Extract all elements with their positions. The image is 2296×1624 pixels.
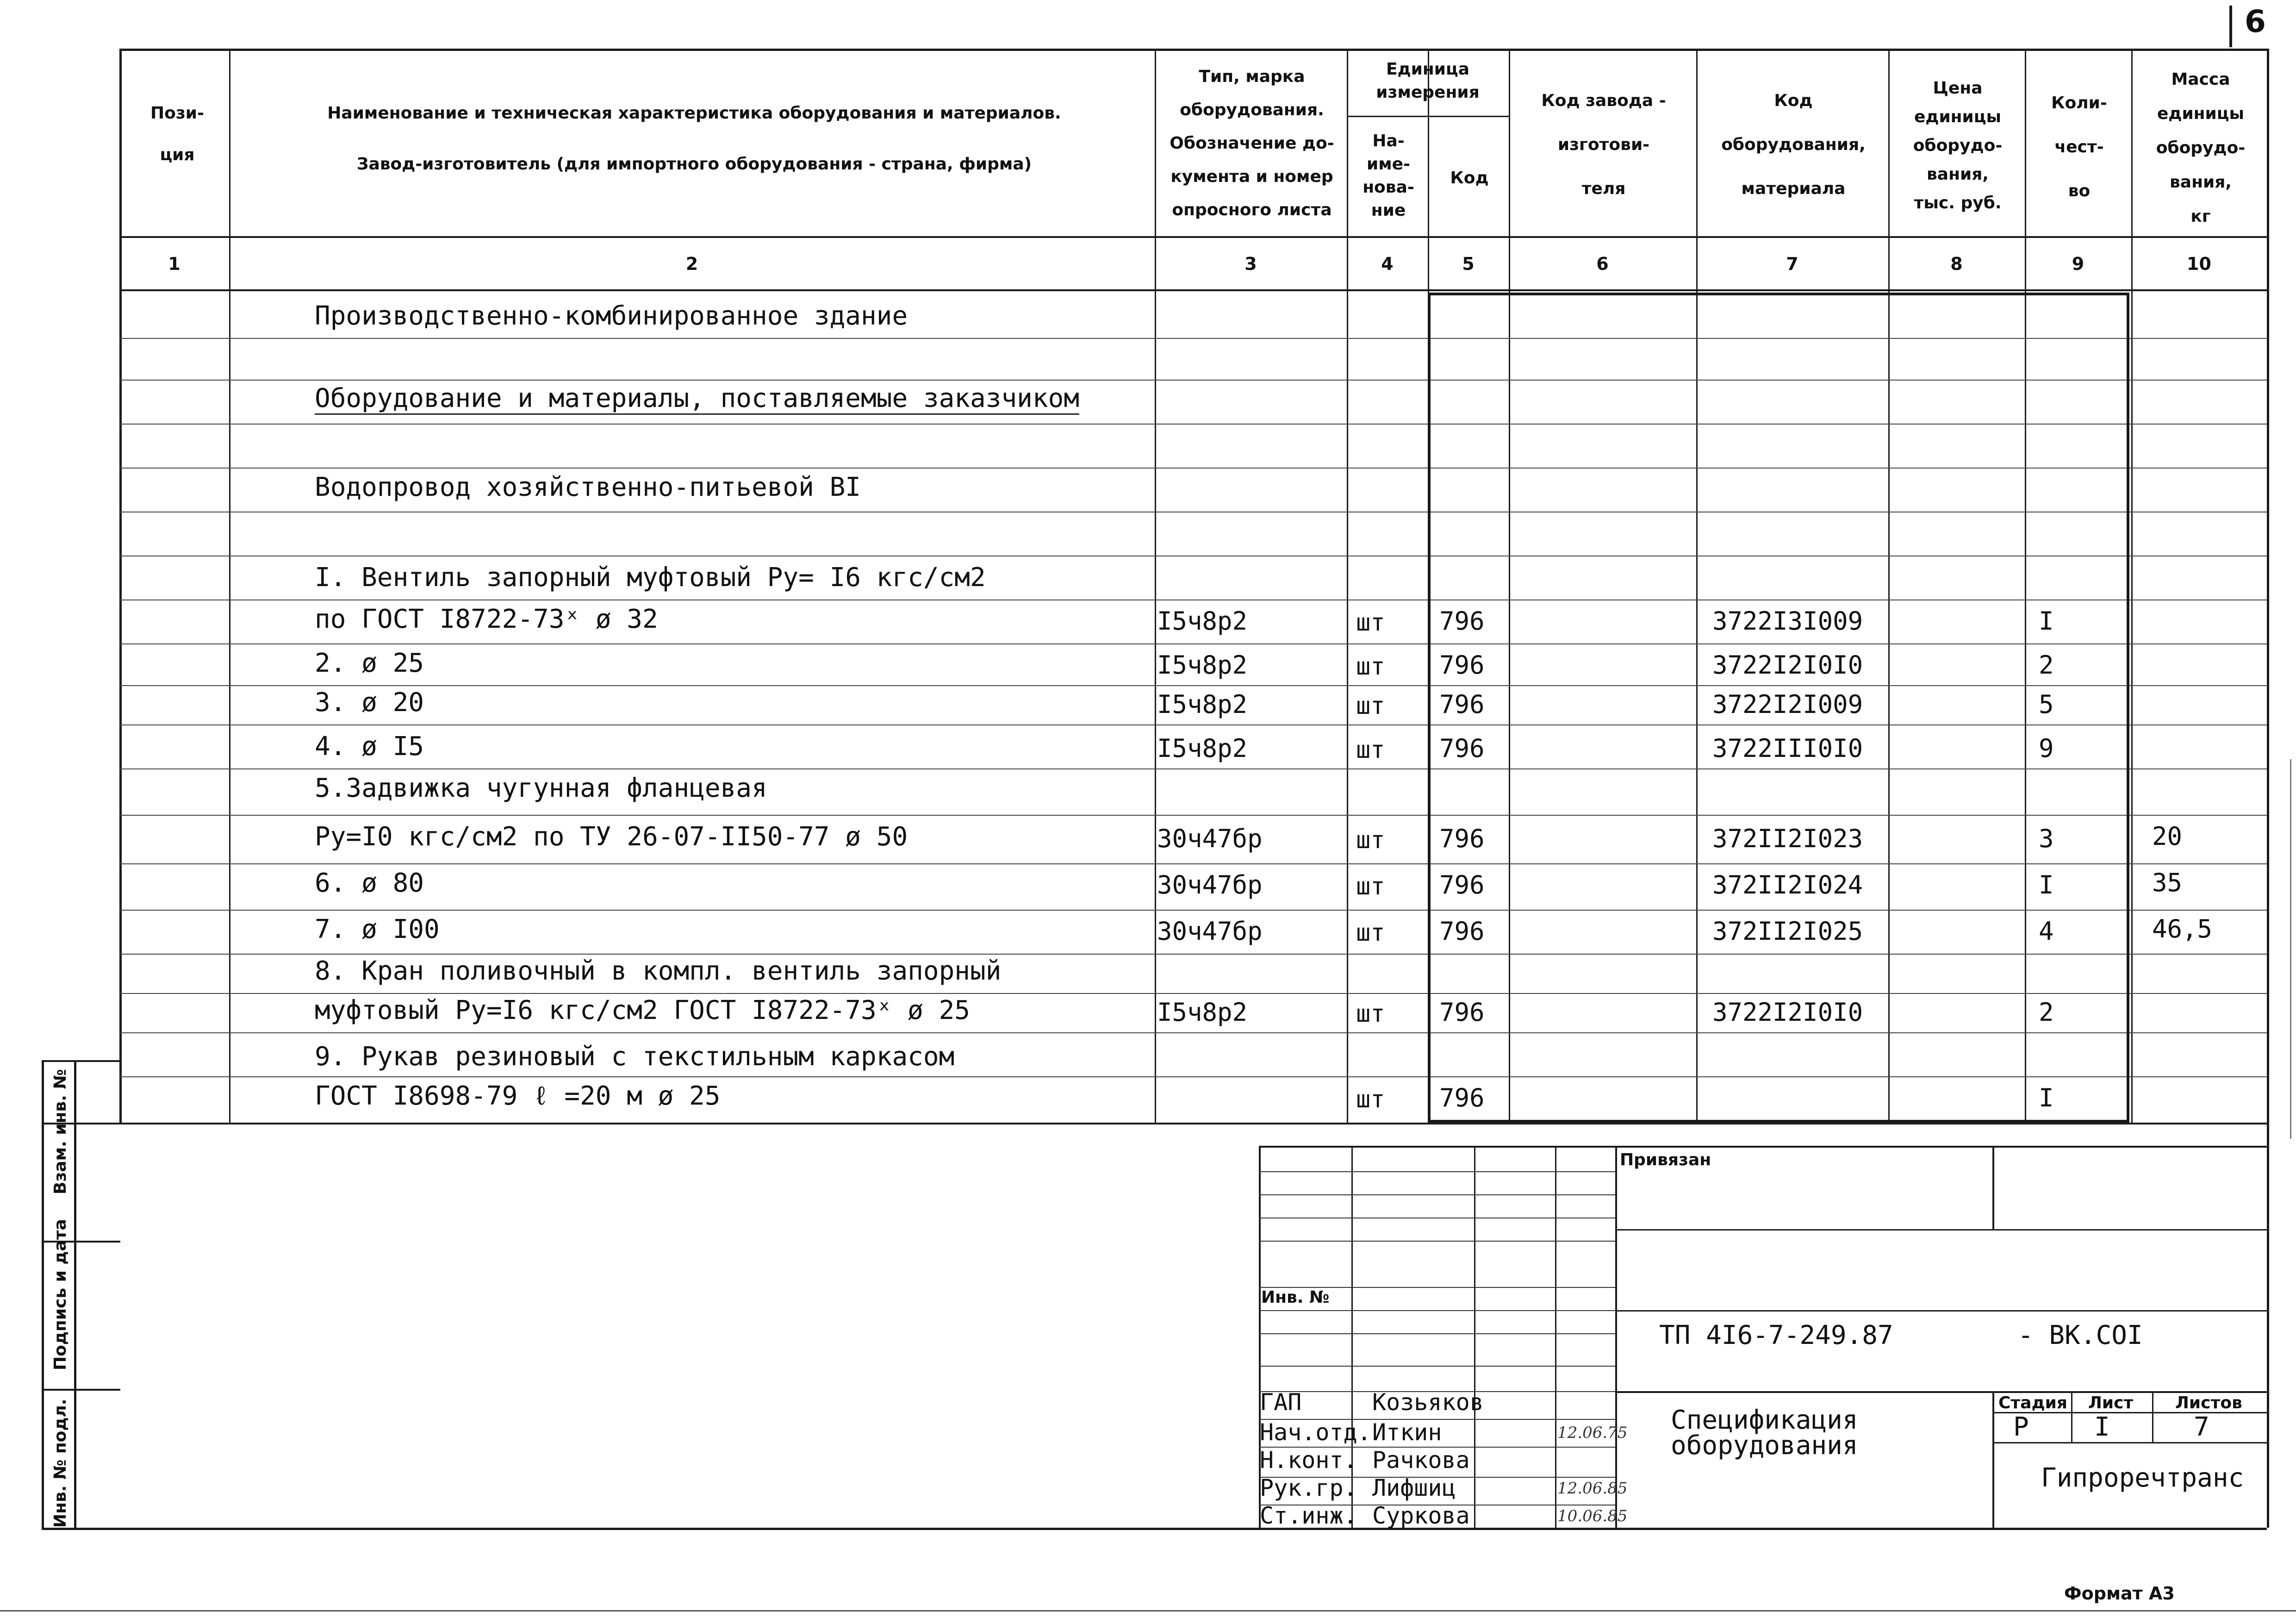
row-name: 4. ø I5 bbox=[315, 731, 424, 762]
row-name: по ГОСТ I8722-73ˣ ø 32 bbox=[315, 604, 658, 634]
row-unit: шт bbox=[1356, 692, 1385, 720]
row-equipment-code: 3722I3I009 bbox=[1712, 606, 1863, 636]
row-equipment-code: 372II2I024 bbox=[1712, 870, 1863, 899]
row-unit-code: 796 bbox=[1439, 998, 1485, 1027]
row-unit: шт bbox=[1356, 1000, 1385, 1028]
header-unit-name: На- име- нова- ние bbox=[1363, 131, 1414, 220]
row-quantity: 5 bbox=[2039, 690, 2054, 719]
row-name: ГОСТ I8698-79 ℓ =20 м ø 25 bbox=[315, 1081, 721, 1111]
row-unit-code: 796 bbox=[1439, 1083, 1485, 1112]
tb-code-bottom bbox=[1615, 1391, 2267, 1393]
row-type: I5ч8р2 bbox=[1157, 650, 1248, 680]
row-rule bbox=[119, 338, 2267, 339]
tb-row-rule bbox=[1259, 1310, 1615, 1311]
column-number: 9 bbox=[2072, 254, 2084, 274]
row-unit-code: 796 bbox=[1439, 650, 1485, 680]
signer-date: 10.06.85 bbox=[1557, 1507, 1628, 1525]
row-quantity: 4 bbox=[2039, 917, 2054, 946]
table-top-border bbox=[119, 49, 2267, 51]
row-type: I5ч8р2 bbox=[1157, 606, 1248, 636]
row-rule bbox=[119, 910, 2267, 911]
row-rule bbox=[119, 768, 2267, 769]
row-rule bbox=[119, 380, 2267, 381]
row-quantity: 9 bbox=[2039, 734, 2054, 763]
signer-role: ГАП bbox=[1260, 1389, 1302, 1416]
row-quantity: 2 bbox=[2039, 650, 2054, 680]
row-unit-code: 796 bbox=[1439, 917, 1485, 946]
tb-col-rule bbox=[1474, 1146, 1475, 1528]
column-number: 10 bbox=[2187, 254, 2211, 274]
unit-group-rule bbox=[1347, 116, 1509, 117]
table-left-border bbox=[119, 49, 122, 1123]
row-name: 3. ø 20 bbox=[315, 687, 424, 718]
side-sign-date: Подпись и дата bbox=[51, 1219, 70, 1370]
column-number: 5 bbox=[1462, 254, 1475, 274]
tb-main-left bbox=[1615, 1146, 1617, 1528]
signer-date: 12.06.85 bbox=[1557, 1479, 1628, 1498]
column-rule bbox=[1155, 49, 1156, 1123]
row-quantity: I bbox=[2039, 606, 2054, 636]
format-label: Формат А3 bbox=[2064, 1583, 2175, 1604]
row-type: I5ч8р2 bbox=[1157, 998, 1248, 1027]
column-number: 1 bbox=[168, 254, 180, 274]
side-stamp-top bbox=[42, 1060, 120, 1062]
inv-no-label: Инв. № bbox=[1261, 1288, 1330, 1307]
row-quantity: I bbox=[2039, 1083, 2054, 1112]
signer-role: Н.конт. bbox=[1260, 1447, 1357, 1474]
row-type: 30ч47бр bbox=[1157, 824, 1263, 853]
row-equipment-code: 3722I2I0I0 bbox=[1712, 998, 1863, 1027]
header-unit-group: Единица измерения bbox=[1376, 60, 1480, 102]
row-type: 30ч47бр bbox=[1157, 917, 1263, 946]
document-suffix: - ВК.COI bbox=[2018, 1320, 2143, 1350]
side-stamp-outer bbox=[42, 1060, 44, 1528]
row-name: Ру=I0 кгс/см2 по ТУ 26-07-II50-77 ø 50 bbox=[315, 822, 908, 852]
heavy-frame-right bbox=[2127, 293, 2129, 1123]
row-rule bbox=[119, 815, 2267, 816]
header-equipment-code: Код оборудования, материала bbox=[1721, 91, 1866, 198]
tb-row-rule bbox=[1259, 1194, 1615, 1195]
signer-role: Рук.гр. bbox=[1260, 1474, 1357, 1501]
column-number: 6 bbox=[1596, 254, 1609, 274]
heavy-frame-left bbox=[1428, 293, 1431, 1123]
row-type: I5ч8р2 bbox=[1157, 734, 1248, 763]
signer-name: Иткин bbox=[1372, 1419, 1442, 1446]
row-name: 7. ø I00 bbox=[315, 914, 440, 944]
row-rule bbox=[119, 954, 2267, 955]
row-name: 6. ø 80 bbox=[315, 868, 424, 898]
sheet-label: Лист bbox=[2088, 1393, 2134, 1412]
signer-role: Ст.инж. bbox=[1260, 1502, 1357, 1529]
heavy-frame-bottom bbox=[1428, 1120, 2129, 1123]
signer-role: Нач.отд. bbox=[1260, 1419, 1371, 1446]
row-rule bbox=[119, 685, 2267, 686]
column-rule bbox=[229, 49, 230, 1123]
header-position: Пози- ция bbox=[150, 104, 204, 164]
row-name: 8. Кран поливочный в компл. вентиль запорный bbox=[315, 956, 1002, 986]
row-name: Водопровод хозяйственно-питьевой BI bbox=[315, 472, 861, 502]
tb-stage-div bbox=[2071, 1391, 2072, 1442]
column-rule bbox=[1696, 49, 1698, 1123]
row-rule bbox=[119, 863, 2267, 864]
row-mass: 46,5 bbox=[2152, 914, 2213, 943]
table-right-border bbox=[2267, 49, 2269, 1528]
tb-row-rule bbox=[1259, 1171, 1615, 1172]
row-name: Оборудование и материалы, поставляемые заказчиком bbox=[315, 383, 1079, 415]
row-rule bbox=[119, 424, 2267, 425]
row-equipment-code: 372II2I025 bbox=[1712, 917, 1863, 946]
sheet-bottom-border bbox=[42, 1528, 2267, 1530]
row-name: Производственно-комбинированное здание bbox=[315, 301, 908, 331]
stage-label: Стадия bbox=[1998, 1393, 2067, 1412]
row-name: 2. ø 25 bbox=[315, 648, 424, 678]
tb-privyazan-bottom bbox=[1615, 1229, 2267, 1230]
row-quantity: 2 bbox=[2039, 998, 2054, 1027]
column-number: 2 bbox=[685, 254, 698, 274]
column-number: 4 bbox=[1381, 254, 1394, 274]
header-factory-code: Код завода - изготови- теля bbox=[1541, 91, 1666, 198]
row-name: I. Вентиль запорный муфтовый Ру= I6 кгс/см2 bbox=[315, 562, 986, 593]
header-price: Цена единицы оборудо- вания, тыс. руб. bbox=[1913, 79, 2003, 212]
tb-row-rule bbox=[1259, 1366, 1615, 1367]
tb-row-rule bbox=[1259, 1241, 1615, 1242]
tb-col-rule bbox=[1555, 1146, 1556, 1528]
tb-code-top bbox=[1615, 1310, 2267, 1312]
row-quantity: 3 bbox=[2039, 824, 2054, 853]
stage-value: Р bbox=[2013, 1412, 2029, 1442]
tb-row-rule bbox=[1259, 1333, 1615, 1334]
column-rule bbox=[1347, 49, 1348, 1123]
title-line2: оборудования bbox=[1671, 1430, 1858, 1461]
signer-name: Рачкова bbox=[1372, 1447, 1470, 1474]
row-rule bbox=[119, 643, 2267, 644]
signer-date: 12.06.75 bbox=[1557, 1424, 1628, 1442]
document-code: ТП 4I6-7-249.87 bbox=[1659, 1320, 1893, 1350]
sheets-label: Листов bbox=[2175, 1393, 2242, 1412]
row-equipment-code: 372II2I023 bbox=[1712, 824, 1863, 853]
page-number: 6 bbox=[2245, 4, 2266, 39]
signer-name: Козьяков bbox=[1372, 1389, 1484, 1416]
side-vzam-inv: Взам. инв. № bbox=[51, 1069, 70, 1194]
organization: Гипроречтранс bbox=[2041, 1463, 2244, 1493]
column-number: 7 bbox=[1786, 254, 1798, 274]
row-rule bbox=[119, 1032, 2267, 1033]
row-unit: шт bbox=[1356, 1086, 1385, 1113]
row-mass: 35 bbox=[2152, 868, 2183, 897]
side-inv-original: Инв. № подл. bbox=[51, 1399, 70, 1528]
sheet-value: I bbox=[2094, 1412, 2110, 1442]
header-name-line2: Завод-изготовитель (для импортного оборудования - страна, фирма) bbox=[356, 155, 1032, 174]
row-unit: шт bbox=[1356, 873, 1385, 900]
row-type: 30ч47бр bbox=[1157, 870, 1263, 899]
row-unit-code: 796 bbox=[1439, 824, 1485, 853]
column-numbers-rule bbox=[119, 289, 2267, 291]
row-type: I5ч8р2 bbox=[1157, 690, 1248, 719]
side-stamp-inner bbox=[74, 1060, 76, 1528]
header-unit-code: Код bbox=[1450, 169, 1489, 187]
row-unit: шт bbox=[1356, 653, 1385, 681]
row-unit-code: 796 bbox=[1439, 870, 1485, 899]
row-unit-code: 796 bbox=[1439, 606, 1485, 636]
row-rule bbox=[119, 1076, 2267, 1077]
signer-name: Лифшиц bbox=[1372, 1474, 1456, 1501]
row-rule bbox=[119, 993, 2267, 994]
header-quantity: Коли- чест- во bbox=[2051, 94, 2107, 200]
header-name-line1: Наименование и техническая характеристика оборудования и материалов. bbox=[327, 104, 1061, 123]
column-rule bbox=[1509, 49, 1510, 1123]
column-number: 3 bbox=[1244, 254, 1257, 274]
row-mass: 20 bbox=[2152, 822, 2183, 851]
row-quantity: I bbox=[2039, 870, 2054, 899]
tb-top bbox=[1259, 1146, 2267, 1148]
column-rule bbox=[2025, 49, 2026, 1123]
row-unit-code: 796 bbox=[1439, 690, 1485, 719]
row-unit: шт bbox=[1356, 609, 1385, 637]
row-unit-code: 796 bbox=[1439, 734, 1485, 763]
row-equipment-code: 3722III0I0 bbox=[1712, 734, 1863, 763]
tb-sheet-div bbox=[2152, 1391, 2153, 1442]
row-name: 5.Задвижка чугунная фланцевая bbox=[315, 773, 767, 803]
row-name: муфтовый Ру=I6 кгс/см2 ГОСТ I8722-73ˣ ø 25 bbox=[315, 995, 971, 1025]
table-bottom-border bbox=[42, 1123, 2267, 1124]
row-equipment-code: 3722I2I0I0 bbox=[1712, 650, 1863, 680]
signer-name: Суркова bbox=[1372, 1502, 1470, 1529]
title-line1: Спецификация bbox=[1671, 1405, 1858, 1435]
header-bottom-rule bbox=[119, 236, 2267, 238]
row-unit: шт bbox=[1356, 826, 1385, 854]
row-unit: шт bbox=[1356, 736, 1385, 764]
tb-stage-values-rule bbox=[1992, 1442, 2267, 1443]
privyazan-label: Привязан bbox=[1620, 1150, 1711, 1169]
row-unit: шт bbox=[1356, 919, 1385, 947]
heavy-frame-top bbox=[1428, 293, 2129, 295]
tb-privyazan-div bbox=[1992, 1146, 1994, 1229]
sheets-value: 7 bbox=[2194, 1412, 2209, 1442]
column-rule bbox=[1888, 49, 1890, 1123]
header-mass: Масса единицы оборудо- вания, кг bbox=[2156, 70, 2246, 226]
column-rule bbox=[2131, 49, 2133, 1123]
row-name: 9. Рукав резиновый с текстильным каркасом bbox=[315, 1042, 955, 1072]
column-number: 8 bbox=[1950, 254, 1963, 274]
header-type: Тип, марка оборудования. Обозначение до- кумента и номер опросного листа bbox=[1170, 67, 1334, 219]
side-stamp-div2 bbox=[42, 1389, 120, 1391]
row-equipment-code: 3722I2I009 bbox=[1712, 690, 1863, 719]
